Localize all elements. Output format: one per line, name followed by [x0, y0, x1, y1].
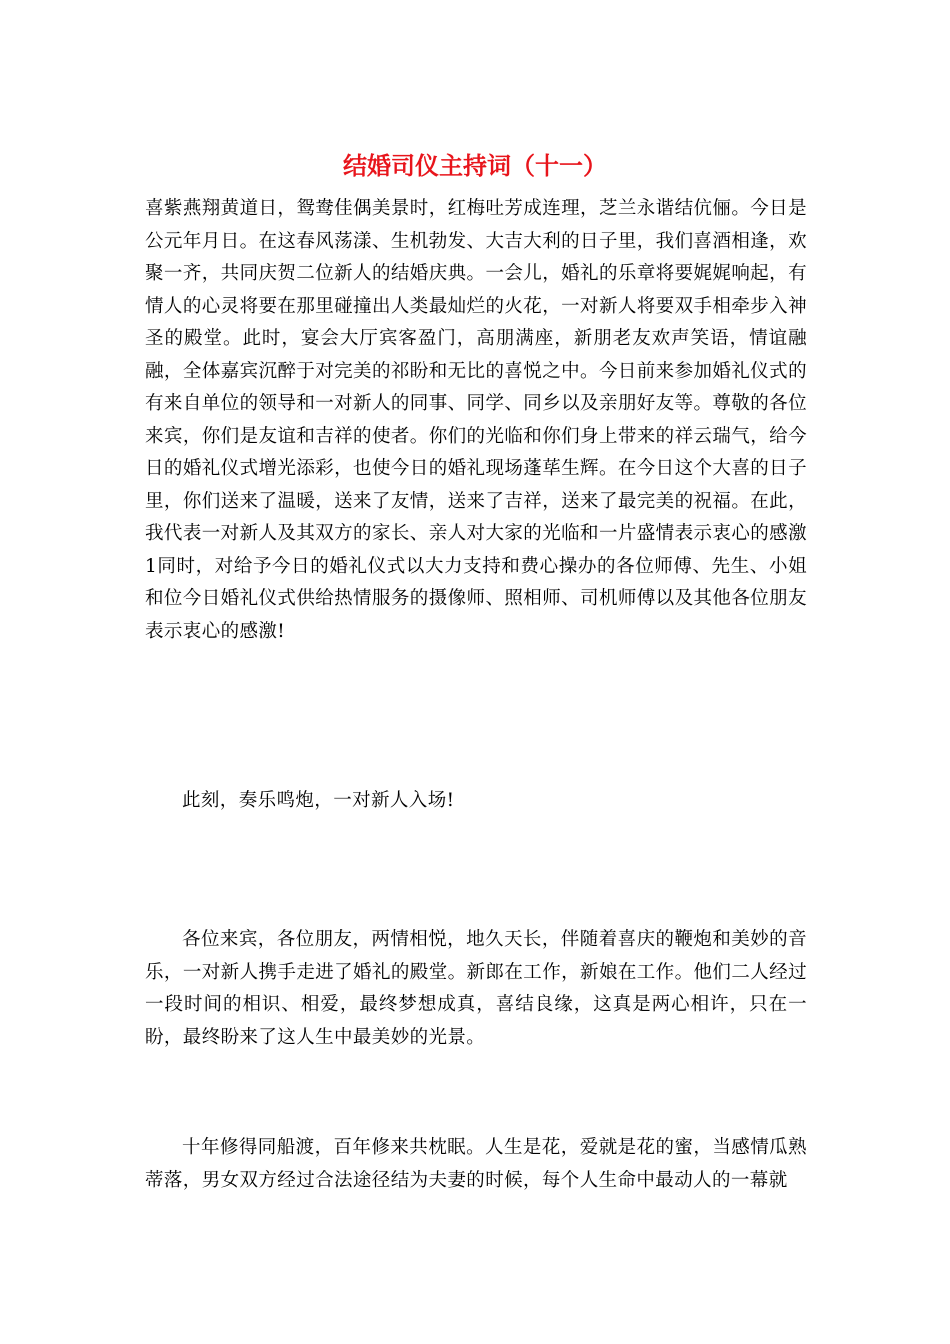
paragraph-opening: 喜紫燕翔黄道日，鸳鸯佳偶美景时，红梅吐芳成连理，芝兰永谐结伉俪。今日是公元年月日。在这春风荡漾、生机勃发、大吉大利的日子里，我们喜酒相逢，欢聚一齐，共同庆贺二位新人的结婚庆典。一会儿，婚礼的乐章将要娓娓响起，有情人的心灵将要在那里碰撞出人类最灿烂的火花，一对新人将要双手相牵步入神圣的殿堂。此时，宴会大厅宾客盈门，高朋满座，新朋老友欢声笑语，情谊融融，全体嘉宾沉醉于对完美的祁盼和无比的喜悦之中。今日前来参加婚礼仪式的有来自单位的领导和一对新人的同事、同学、同乡以及亲朋好友等。尊敬的各位来宾，你们是友谊和吉祥的使者。你们的光临和你们身上带来的祥云瑞气，给今日的婚礼仪式增光添彩，也使今日的婚礼现场蓬荜生辉。在今日这个大喜的日子里，你们送来了温暖，送来了友情，送来了吉祥，送来了最完美的祝福。在此，我代表一对新人及其双方的家长、亲人对大家的光临和一片盛情表示衷心的感激1同时，对给予今日的婚礼仪式以大力支持和费心操办的各位师傅、先生、小姐和位今日婚礼仪式供给热情服务的摄像师、照相师、司机师傅以及其他各位朋友表示衷心的感激!: [145, 198, 807, 642]
paragraph-entrance: 此刻，奏乐鸣炮，一对新人入场!: [182, 790, 455, 811]
document-title: 结婚司仪主持词（十一）: [343, 151, 607, 180]
paragraph-couple-intro: 各位来宾，各位朋友，两情相悦，地久天长，伴随着喜庆的鞭炮和美妙的音乐，一对新人携手走进了婚礼的殿堂。新郎在工作，新娘在工作。他们二人经过一段时间的相识、相爱，最终梦想成真，喜结良缘，这真是两心相许，只在一盼，最终盼来了这人生中最美妙的光景。: [145, 929, 807, 1048]
paragraph-marriage: 十年修得同船渡，百年修来共枕眠。人生是花，爱就是花的蜜，当感情瓜熟蒂落，男女双方经过合法途径结为夫妻的时候，每个人生命中最动人的一幕就: [145, 1137, 807, 1191]
